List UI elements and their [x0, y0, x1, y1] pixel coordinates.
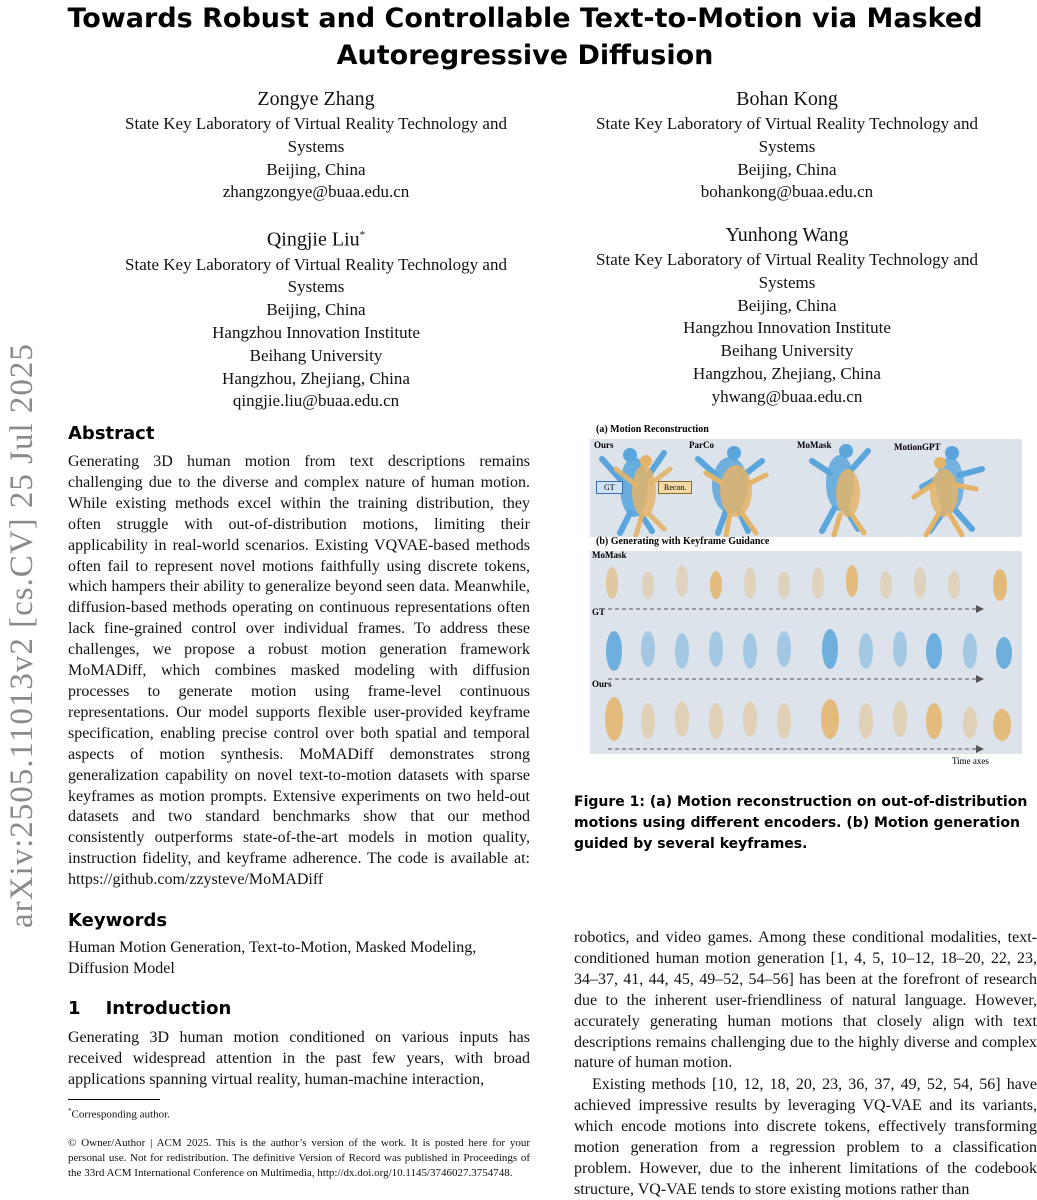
author-block-yunhong-wang — [552, 222, 1022, 409]
author-name — [81, 222, 551, 254]
recon-figure-motiongpt — [914, 446, 982, 535]
sequence-ours — [605, 697, 1011, 741]
arxiv-stamp: arXiv:2505.11013v2 [cs.CV] 25 Jul 2025 — [4, 343, 40, 928]
corresponding-mark: * — [359, 229, 366, 241]
affiliation-line: Hangzhou, Zhejiang, China — [222, 368, 410, 388]
panel-a-figures — [590, 439, 1022, 537]
affiliation-line: Hangzhou Innovation Institute — [212, 323, 420, 343]
introduction-right-para-1: robotics, and video games. Among these conditional modalities, text-conditioned human motion generation [1, 4, 5, 10–12, 18–20, 22, 23, 34–37, 41, 44, 45, 49–52, 54–56] has been at the forefront of research due to the inherent user-friendliness of natural language. However, accurately generating human motions that closely align with text descriptions remains challenging due to the highly diverse and complex nature of human motion. — [574, 929, 1037, 1072]
figure-caption: Figure 1: (a) Motion reconstruction on out-of-distribution motions using different encoders. (b) Motion generation guided by several keyframes. — [574, 794, 1028, 852]
introduction-left-text: Generating 3D human motion conditioned on various inputs has received widespread attention in the past few years, with broad applications spanning virtual reality, human-machine interaction, — [68, 1029, 530, 1088]
affiliation-line: Beijing, China — [737, 159, 837, 179]
label-momask: MoMask — [797, 440, 832, 450]
row-label-gt: GT — [592, 607, 606, 617]
introduction-heading: 1 Introduction — [68, 998, 232, 1019]
author-name: Bohan Kong — [736, 88, 838, 110]
affiliation-line: Systems — [758, 136, 816, 156]
author-block-bohan-kong — [552, 86, 1022, 204]
time-axis-label: Time axes — [952, 756, 989, 766]
affiliation-line: State Key Laboratory of Virtual Reality Technology and — [125, 114, 507, 133]
paper-title: Towards Robust and Controllable Text-to-Motion via Masked Autoregressive Diffusion — [67, 3, 983, 71]
sequence-momask — [606, 565, 1007, 601]
abstract-text: Generating 3D human motion from text descriptions remains challenging due to the diverse and complex nature of human motion. While existing methods excel within the training distribution, they often struggle with out-of-distribution motions, limiting their applicability in real-world scenarios. Existing VQVAE-based methods often fail to represent novel motions faithfully using discrete tokens, which hampers their ability to generalize beyond seen data. Meanwhile, diffusion-based methods operating on continuous representations often lack fine-grained control over individual frames. To address these challenges, we propose a robust motion generation framework MoMADiff, which combines masked modeling with diffusion processes to generate motion using frame-level continuous representations. Our model supports flexible user-provided keyframe specification, enabling precise control over both spatial and temporal aspects of motion synthesis. MoMADiff demonstrates strong generalization capability on novel text-to-motion datasets with sparse keyframes as motion prompts. Extensive experiments on two held-out datasets and two standard benchmarks show that our method consistently outperforms state-of-the-art models in motion quality, instruction fidelity, and keyframe adherence. The code is available at: https://github.com/zzysteve/MoMADiff — [68, 453, 530, 889]
legend-recon: Recon. — [658, 481, 692, 494]
sequence-gt — [606, 629, 1012, 671]
affiliation-line: Beihang University — [720, 341, 854, 361]
label-motiongpt: MotionGPT — [894, 442, 941, 452]
affiliation-line: Systems — [287, 136, 345, 156]
affiliation-line: Beijing, China — [266, 159, 366, 179]
abstract-heading: Abstract — [68, 423, 155, 444]
author-email: bohankong@buaa.edu.cn — [700, 182, 874, 202]
panel-a-image — [590, 439, 1022, 537]
author-email: qingjie.liu@buaa.edu.cn — [232, 391, 400, 411]
affiliation-line: Hangzhou Innovation Institute — [683, 318, 891, 338]
label-parco: ParCo — [689, 440, 714, 450]
panel-b-sequences — [590, 551, 1022, 754]
affiliation-line: State Key Laboratory of Virtual Reality Technology and — [125, 254, 507, 274]
author-email: zhangzongye@buaa.edu.cn — [222, 182, 410, 202]
author-block-zongye-zhang — [81, 86, 551, 204]
footnote — [68, 1104, 170, 1122]
introduction-right-para-2: Existing methods [10, 12, 18, 20, 23, 36, 37, 49, 52, 54, 56] have achieved impressive results by leveraging VQ-VAE and its variants, which encode motions into discrete tokens, effectively transforming motion generation from a regression problem to a classification problem. However, due to the inherent limitations of the codebook structure, VQ-VAE tends to store existing motions rather than — [574, 1076, 1037, 1198]
row-label-momask: MoMask — [592, 550, 627, 560]
affiliation-line: Systems — [758, 272, 816, 292]
legend-gt: GT — [596, 481, 623, 494]
keywords-text: Human Motion Generation, Text-to-Motion, Masked Modeling, Diffusion Model — [68, 939, 477, 977]
row-label-ours: Ours — [592, 679, 612, 689]
affiliation-line: Hangzhou, Zhejiang, China — [693, 363, 881, 383]
affiliation-line: Beijing, China — [737, 295, 837, 315]
recon-figure-momask — [812, 444, 868, 535]
footnote-mark: * — [68, 1107, 72, 1115]
affiliation-line: Beihang University — [249, 345, 383, 365]
figure-1 — [588, 422, 1024, 772]
affiliation-line: Beijing, China — [266, 300, 366, 320]
footnote-rule — [68, 1099, 160, 1100]
panel-b-title: (b) Generating with Keyframe Guidance — [596, 536, 770, 547]
affiliation-line: Systems — [287, 277, 345, 297]
label-ours: Ours — [594, 440, 614, 450]
author-name: Zongye Zhang — [257, 88, 375, 110]
footnote-text: Corresponding author. — [71, 1108, 170, 1121]
author-name: Yunhong Wang — [725, 224, 849, 246]
affiliation-line: State Key Laboratory of Virtual Reality Technology and — [596, 114, 978, 133]
author-email: yhwang@buaa.edu.cn — [711, 386, 863, 406]
author-name-text: Qingjie Liu — [266, 228, 360, 251]
keywords-heading: Keywords — [68, 910, 168, 931]
panel-b-image — [590, 551, 1022, 754]
author-block-qingjie-liu — [81, 222, 551, 413]
panel-a-title: (a) Motion Reconstruction — [596, 424, 709, 435]
affiliation-line: State Key Laboratory of Virtual Reality Technology and — [596, 250, 978, 269]
copyright-notice: © Owner/Author | ACM 2025. This is the author’s version of the work. It is posted here for your personal use. Not for redistribution. The definitive Version of Record was published in Proceedings of the 33rd ACM International Conference on Multimedia, http://dx.doi.org/10.1145/3746027.3754748. — [68, 1137, 530, 1179]
recon-figure-parco — [698, 446, 766, 535]
